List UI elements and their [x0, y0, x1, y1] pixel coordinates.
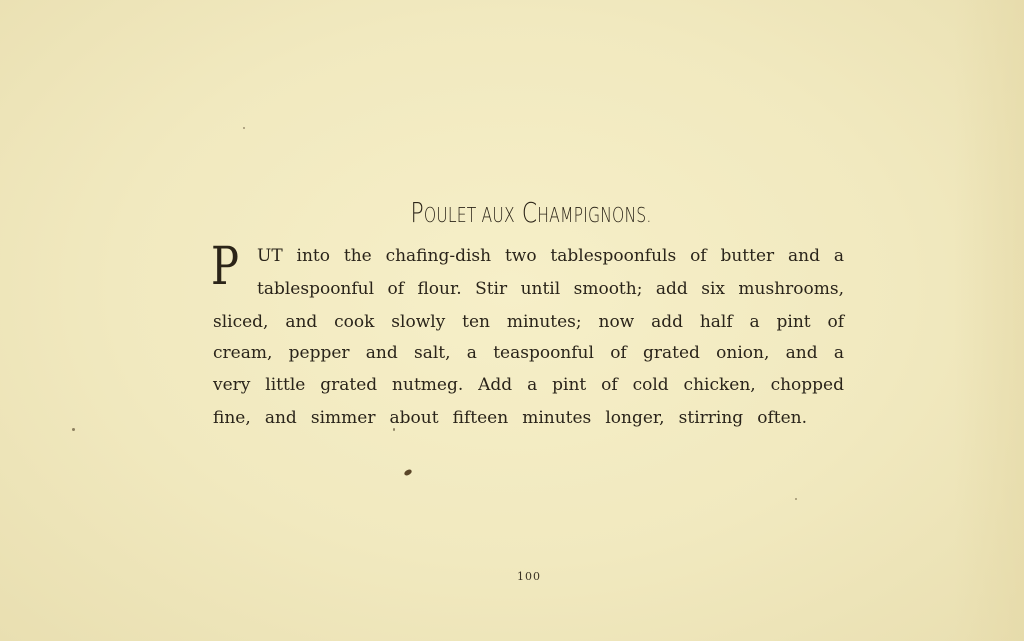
body-line-6: fine, and simmer about fifteen minutes longer, stirring often.: [213, 408, 807, 428]
title-aux: AUX: [481, 203, 515, 227]
page-edge-shadow: [954, 0, 1024, 641]
page-number: 100: [517, 570, 541, 583]
drop-cap: P: [211, 237, 239, 297]
ink-speck: [403, 468, 412, 476]
body-line-2: tablespoonful of flour. Stir until smooth; add six mushrooms,: [257, 279, 844, 299]
paper-speck: [243, 127, 245, 129]
title-initial-c: C: [514, 196, 538, 229]
title-rest-champignons: HAMPIGNONS.: [537, 203, 652, 227]
paper-speck: [393, 428, 395, 431]
paper-speck: [795, 498, 797, 500]
body-line-4: cream, pepper and salt, a teaspoonful of grated onion, and a: [213, 343, 844, 363]
title-rest-poulet: OULET: [423, 203, 482, 227]
body-line-5: very little grated nutmeg. Add a pint of cold chicken, chopped: [213, 375, 844, 395]
body-line-3: sliced, and cook slowly ten minutes; now add half a pint of: [213, 312, 844, 332]
recipe-title: [117, 196, 945, 229]
paper-speck: [72, 428, 75, 431]
body-line-1: UT into the chafing-dish two tablespoonfuls of butter and a: [257, 246, 844, 266]
title-initial-p: P: [410, 196, 424, 229]
